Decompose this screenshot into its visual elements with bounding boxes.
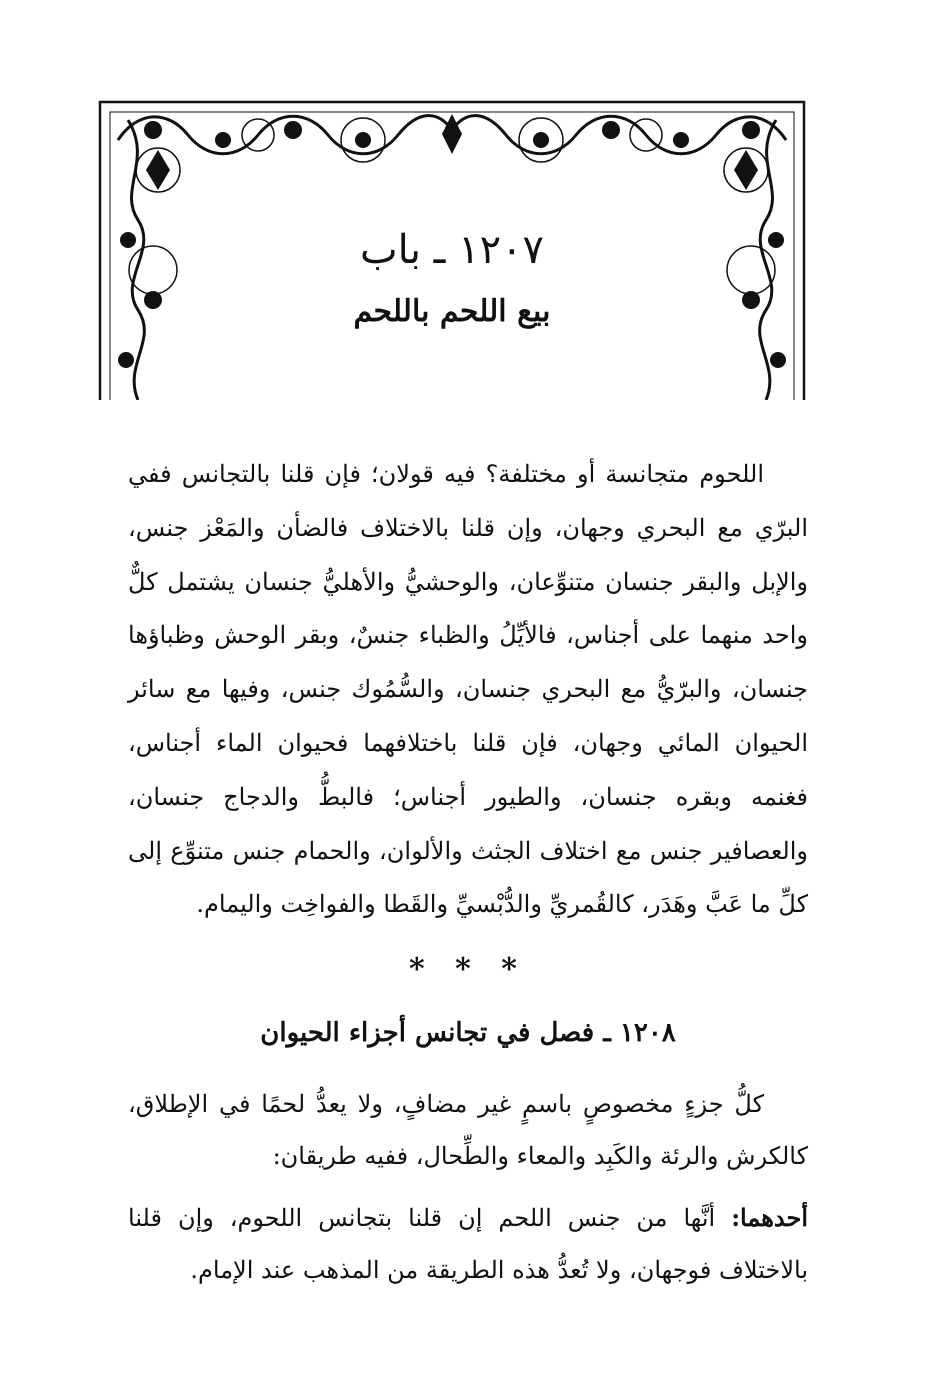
- paragraph-text: [128, 1192, 808, 1296]
- body-paragraph-2: [128, 1078, 808, 1182]
- body-paragraph-3: [128, 1192, 808, 1296]
- chapter-number: ١٢٠٧ ـ باب: [359, 227, 545, 273]
- first-way-text: أنَّها من جنس اللحم إن قلنا بتجانس اللحوم، وإن قلنا بالاختلاف فوجهان، ولا تُعدُّ هذه الطريقة من المذهب عند الإمام.: [128, 1204, 808, 1284]
- paragraph-text: كلُّ جزءٍ مخصوصٍ باسمٍ غير مضافٍ، ولا يعدُّ لحمًا في الإطلاق، كالكرش والرئة والكَبِد والمعاء والطِّحال، ففيه طريقان:: [128, 1090, 808, 1170]
- chapter-title: بيع اللحم باللحم: [353, 294, 551, 329]
- first-way-label: أحدهما:: [731, 1203, 808, 1232]
- section-title: ١٢٠٨ ـ فصل في تجانس أجزاء الحيوان: [260, 1018, 676, 1048]
- section-separator: * * *: [409, 952, 527, 987]
- chapter-heading: [98, 220, 806, 336]
- paragraph-text: اللحوم متجانسة أو مختلفة؟ فيه قولان؛ فإن قلنا بالتجانس ففي البرّي مع البحري وجهان، وإن قلنا بالاختلاف فالضأن والمَعْز جنس، والإبل والبقر جنسان متنوِّعان، والوحشيُّ والأهليُّ جنسان يشتمل كلٌّ واحد منهما على أجناس، فالأيِّلُ والظباء جنسٌ، وبقر الوحش وظباؤها جنسان، والبرّيُّ مع البحري جنسان، والسُّمُوك جنس، وفيها مع سائر الحيوان المائي وجهان، فإن قلنا باختلافهما فحيوان الماء أجناس، فغنمه وبقره جنسان، والطيور أجناس؛ فالبطُّ والدجاج جنسان، والعصافير جنس مع اختلاف الجثث والألوان، والحمام جنس متنوِّع إلى كلِّ ما عَبَّ وهَدَر، كالقُمريِّ والدُّبْسيِّ والقَطا والفواخِت واليمام.: [128, 460, 808, 919]
- body-paragraph-1: [128, 448, 808, 932]
